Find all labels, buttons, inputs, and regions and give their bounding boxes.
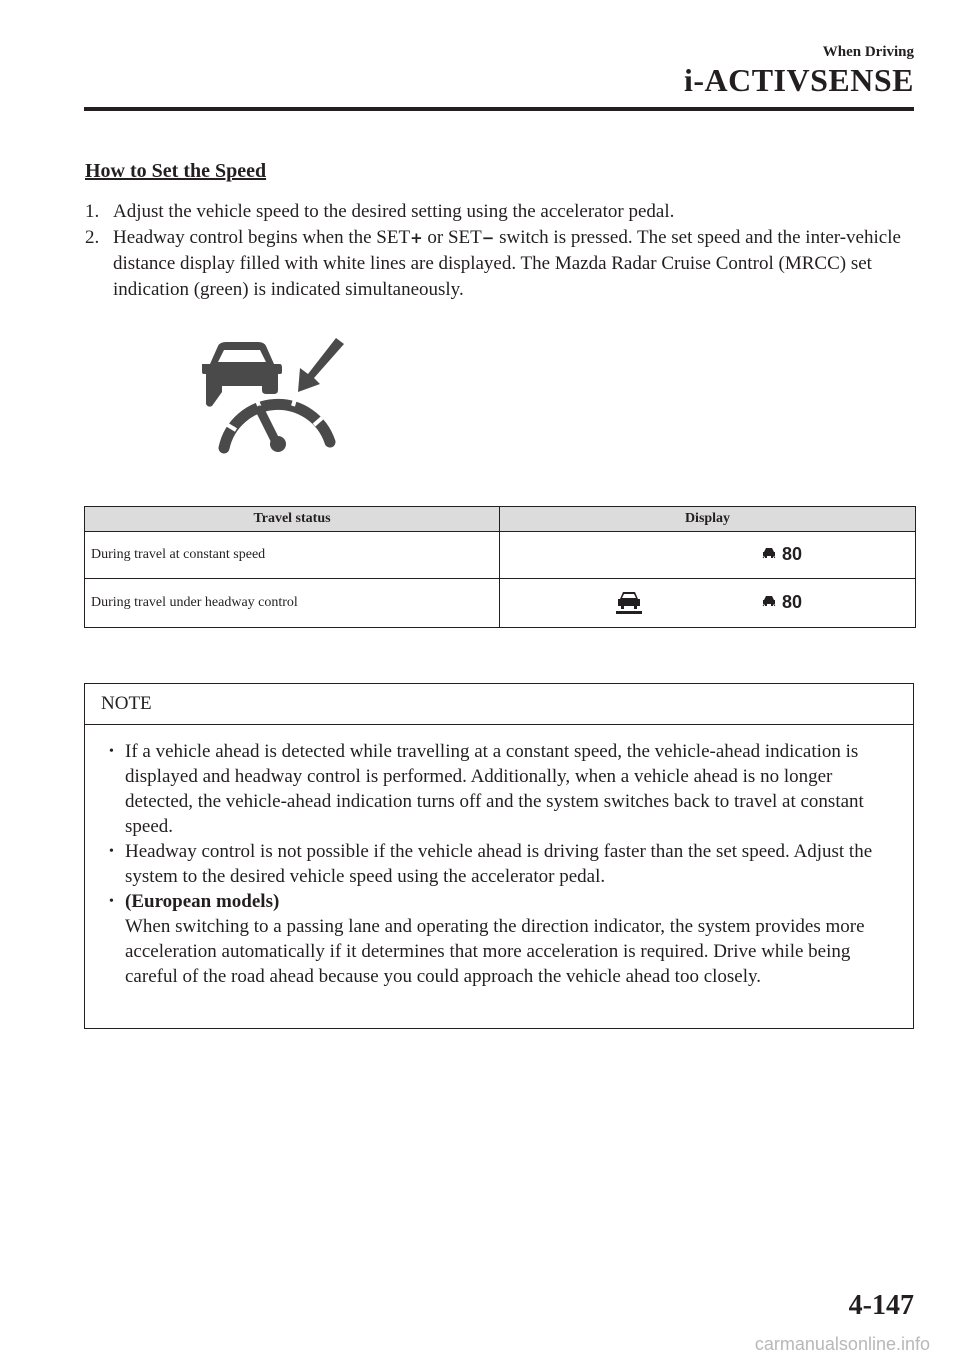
- display-graphic: [506, 533, 909, 577]
- table-row: [85, 532, 916, 579]
- step-text: Adjust the vehicle speed to the desired setting using the accelerator pedal.: [113, 201, 675, 222]
- step-1: [85, 199, 915, 225]
- header-section-label: When Driving: [822, 44, 914, 60]
- step-2: [85, 225, 915, 303]
- bullet-icon: •: [109, 894, 114, 909]
- display-table: [84, 506, 916, 628]
- bullet-icon: •: [109, 844, 114, 859]
- note-list: [85, 725, 913, 989]
- vehicle-ahead-icon: [616, 589, 642, 615]
- travel-status-cell: During travel at constant speed: [85, 532, 500, 579]
- distance-car-icon: [762, 595, 776, 607]
- indicator-graphic: [196, 338, 346, 454]
- plus-icon: +: [410, 228, 423, 247]
- display-cell: [500, 532, 916, 579]
- note-item-text: If a vehicle ahead is detected while travelling at a constant speed, the vehicle-ahead indication is displayed and headway control is performed. Additionally, when a vehicle ahead is no longer detected, the vehicle-ahead indication turns off and the system switches back to travel at constant speed.: [125, 741, 864, 837]
- steps-list: [85, 199, 915, 302]
- step-text: [113, 225, 915, 303]
- step-number: 1.: [85, 201, 100, 222]
- note-heading: NOTE: [85, 684, 913, 725]
- display-cell: [500, 579, 916, 628]
- section-title: How to Set the Speed: [85, 160, 267, 182]
- page-number: 4-147: [848, 1290, 914, 1321]
- set-speed-value: 80: [782, 544, 803, 564]
- minus-icon: −: [481, 228, 495, 247]
- step-text-part: Headway control begins when the SET: [113, 226, 411, 248]
- table-header-row: [85, 507, 916, 532]
- list-item: [109, 839, 905, 889]
- set-speed-value: 80: [782, 592, 803, 612]
- note-item-heading: (European models): [125, 891, 280, 912]
- travel-status-cell: During travel under headway control: [85, 579, 500, 628]
- header-chapter-title: i-ACTIVSENSE: [683, 62, 914, 98]
- distance-car-icon: [762, 547, 776, 559]
- column-header-display: Display: [500, 507, 916, 532]
- list-item: [109, 889, 905, 989]
- mrcc-set-indicator-icon: [196, 338, 346, 459]
- display-graphic: [506, 581, 909, 625]
- column-header-travel-status: Travel status: [85, 507, 500, 532]
- watermark: carmanualsonline.info: [754, 1334, 930, 1354]
- step-number: 2.: [85, 226, 100, 248]
- note-item-body: [125, 889, 905, 989]
- header-rule: [84, 107, 914, 111]
- bullet-icon: •: [109, 744, 114, 759]
- note-item-text: Headway control is not possible if the vehicle ahead is driving faster than the set speed. Adjust the system to the desired vehicle speed using the accelerator pedal.: [125, 841, 873, 887]
- note-box: [84, 683, 914, 1029]
- note-item-text: When switching to a passing lane and operating the direction indicator, the system provides more acceleration automatically if it determines that more acceleration is required. Drive while being careful of the road ahead because you could approach the vehicle ahead too closely.: [125, 916, 865, 987]
- list-item: [109, 739, 905, 839]
- step-text-part: switch is pressed. The set speed and the inter-vehicle distance display filled with white lines are displayed. The Mazda Radar Cruise Control (MRCC) set indication (green) is indicated simultaneously.: [113, 226, 901, 300]
- table-row: [85, 579, 916, 628]
- step-text-part: or SET: [422, 226, 482, 248]
